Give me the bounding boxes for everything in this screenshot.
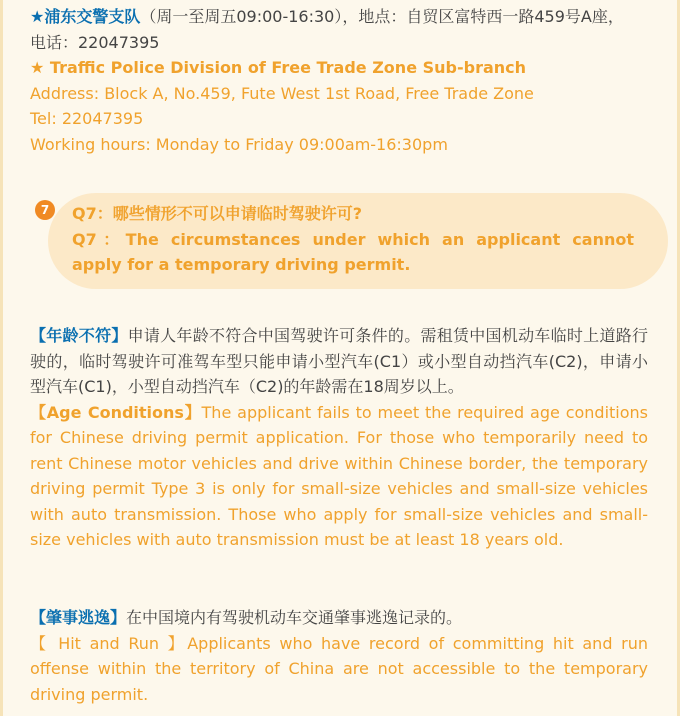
hitrun-tag-en: 【 Hit and Run 】	[30, 633, 188, 653]
office-name-en: ★ Traffic Police Division of Free Trade Zone Sub-branch	[30, 58, 527, 77]
office-phone-cn: 电话：22047395	[30, 32, 160, 52]
hitrun-text-en: Applicants who have record of committing hit and run offense within the territory of China are not accessible to the temporary driving permit.	[30, 633, 648, 704]
hitrun-tag-cn: 【肇事逃逸】	[30, 608, 127, 627]
age-text-en: The applicant fails to meet the required age conditions for Chinese driving permit application. For those who temporarily need to rent Chinese motor vehicles and drive within Chinese border, the temporary driving permit Type 3 is only for small-size vehicles and small-size vehicles with auto transmission. Those who apply for small-size vehicles and small-size vehicles with auto transmission must be at least 18 years old.	[30, 402, 648, 549]
hitrun-text-cn: 在中国境内有驾驶机动车交通肇事逃逸记录的。	[126, 608, 463, 627]
office-info	[30, 4, 648, 157]
age-tag-en: 【Age Conditions】	[30, 402, 202, 422]
question-cn: Q7：哪些情形不可以申请临时驾驶许可?	[72, 204, 363, 223]
age-text-cn: 申请人年龄不符合中国驾驶许可条件的。需租赁中国机动车临时上道路行驶的，临时驾驶许可准驾车型只能申请小型汽车(C1）或小型自动挡汽车(C2)，申请小型汽车(C1)，小型自动挡汽车（C2)的年龄需在18周岁以上。	[30, 326, 648, 396]
office-hours-en: Working hours: Monday to Friday 09:00am-16:30pm	[30, 134, 448, 154]
age-tag-cn: 【年龄不符】	[30, 326, 128, 345]
question-number-badge: 7	[35, 200, 55, 220]
hitrun-en-paragraph	[30, 631, 648, 708]
question-en: Q7：The circumstances under which an applicant cannot apply for a temporary driving permit.	[72, 229, 634, 274]
age-cn-paragraph	[30, 323, 648, 400]
office-cn-line	[30, 4, 648, 30]
age-section	[30, 323, 648, 553]
office-address-en: Address: Block A, No.459, Fute West 1st Road, Free Trade Zone	[30, 83, 534, 103]
hitrun-cn-paragraph	[30, 605, 648, 631]
office-name-cn: ★浦东交警支队	[30, 7, 141, 26]
hitrun-section	[30, 605, 648, 707]
office-hours-cn: （周一至周五09:00-16:30），地点：自贸区富特西一路459号A座，	[140, 7, 624, 26]
age-en-paragraph	[30, 400, 648, 553]
question-text	[72, 201, 634, 278]
office-tel-en: Tel: 22047395	[30, 109, 144, 128]
